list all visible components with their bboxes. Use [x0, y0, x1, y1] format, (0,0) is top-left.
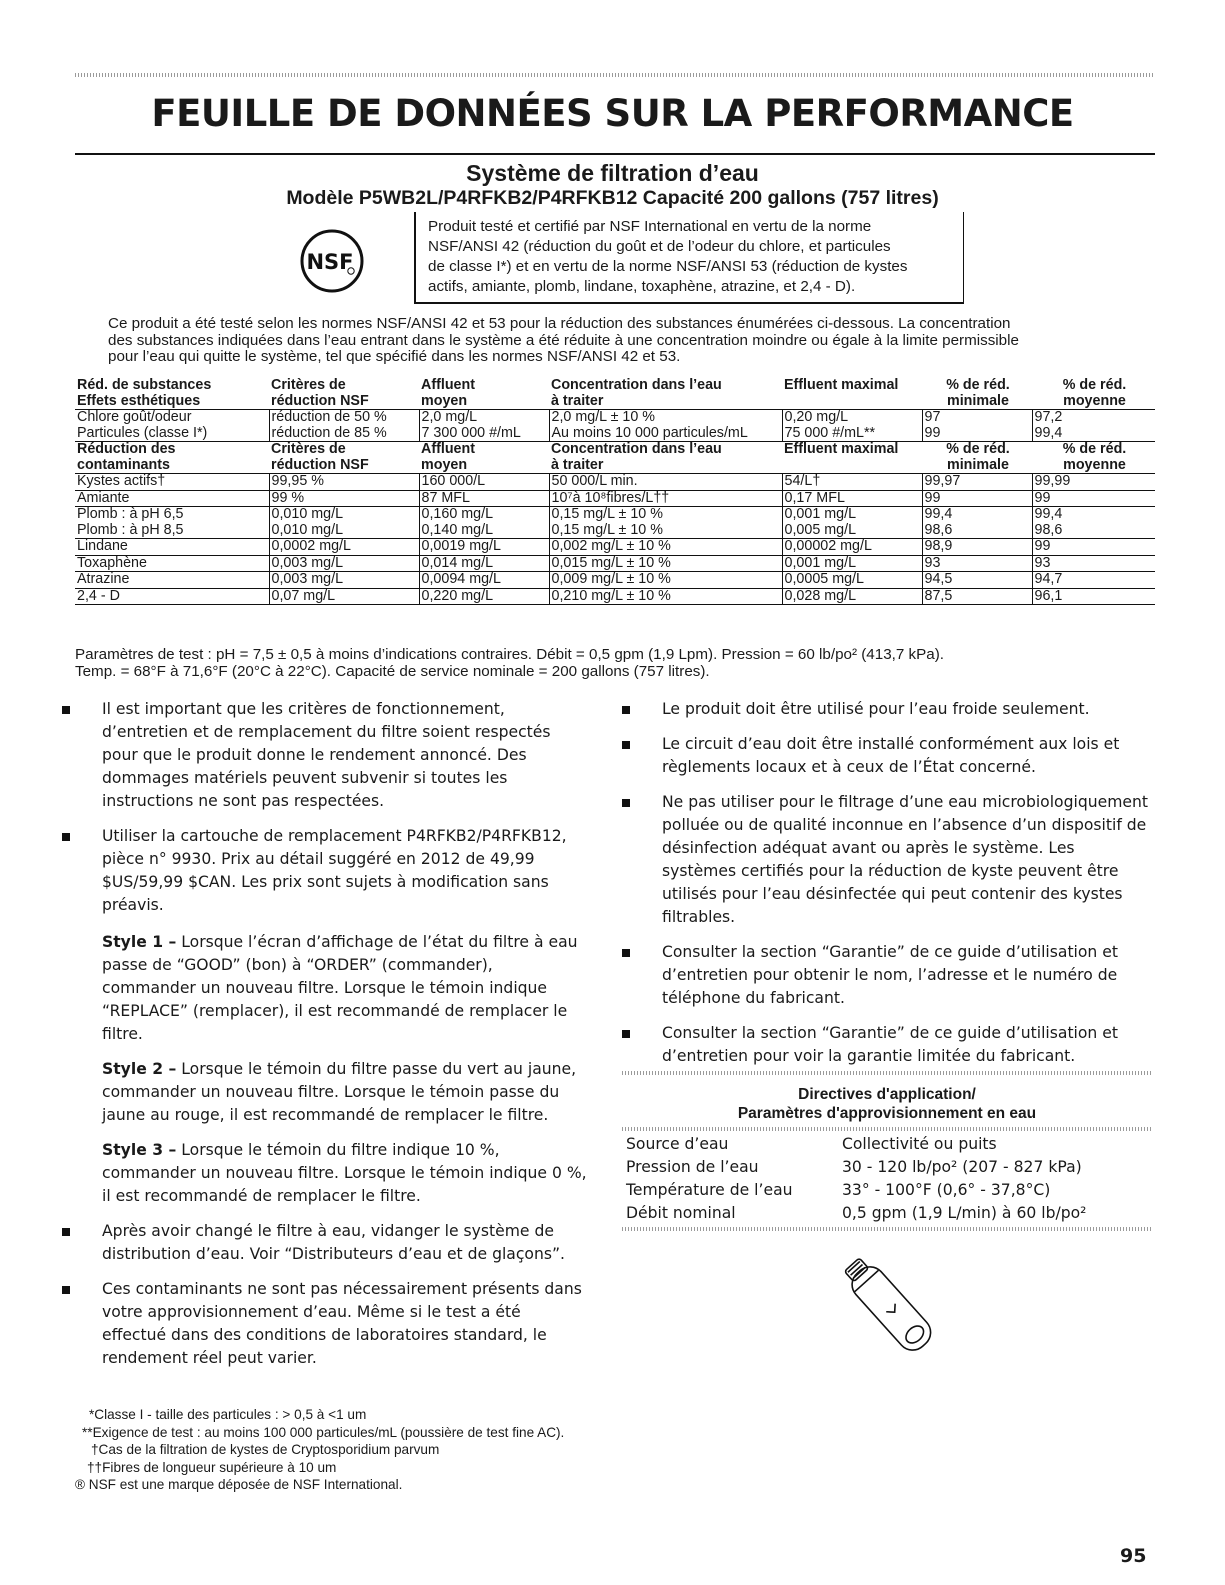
- table-cell: [269, 507, 419, 539]
- table-cell: [269, 490, 419, 507]
- bullet-icon: [62, 706, 70, 714]
- cell-line: 99,4: [924, 506, 953, 522]
- list-item: [622, 698, 1152, 721]
- column-header: [419, 442, 549, 474]
- bullet-icon: [62, 833, 70, 841]
- cell-line: 54/L†: [784, 473, 821, 489]
- table-cell: [922, 572, 1032, 589]
- cell-line: 0,15 mg/L ± 10 %: [551, 521, 663, 538]
- header-line: % de réd.: [946, 378, 1010, 393]
- style3-text: Lorsque le témoin du filtre indique 10 %, commander un nouveau filtre. Lorsque le témoin indique 0 %, il est recommandé de remplacer le filtre.: [102, 1141, 587, 1205]
- column-header: [782, 442, 922, 474]
- table-cell: [419, 490, 549, 507]
- certification-box: [414, 212, 964, 304]
- cell-line: 0,005 mg/L: [784, 521, 857, 538]
- table-cell: [419, 539, 549, 556]
- style2-label: Style 2 –: [102, 1060, 177, 1078]
- header-line: Effets esthétiques: [77, 392, 201, 409]
- bullet-icon: [622, 741, 630, 749]
- table-row: [622, 1202, 1152, 1225]
- cell-line: 0,001 mg/L: [784, 506, 857, 522]
- header-line: Critères de: [271, 441, 346, 457]
- top-dotted-rule: [75, 73, 1155, 77]
- header-line: % de réd.: [1062, 441, 1127, 457]
- table-cell: [922, 410, 1032, 442]
- table-cell: [419, 507, 549, 539]
- column-header: [419, 378, 549, 410]
- cell-line: 99: [1034, 538, 1051, 554]
- list-item: [62, 825, 587, 1208]
- table-cell: [75, 507, 269, 539]
- style3-label: Style 3 –: [102, 1141, 177, 1159]
- header-line: Effluent maximal: [784, 378, 899, 393]
- directive-value: 33° - 100°F (0,6° - 37,8°C): [842, 1181, 1051, 1199]
- cell-line: 0,003 mg/L: [271, 555, 344, 571]
- test-parameters: [75, 646, 1155, 680]
- intro-line: Ce produit a été testé selon les normes NSF/ANSI 42 et 53 pour la réduction des substances énumérées ci-dessous. La concentration: [108, 315, 1011, 332]
- table-cell: [75, 410, 269, 442]
- column-header: [922, 378, 1032, 410]
- column-header: [269, 442, 419, 474]
- table-row: [75, 474, 1155, 491]
- right-column: [622, 698, 1152, 1080]
- cell-line: 94,5: [924, 571, 953, 587]
- cell-line: 99,95 %: [271, 473, 324, 489]
- table-cell: [782, 555, 922, 572]
- header-line: Affluent: [421, 378, 475, 393]
- cell-line: Plomb : à pH 8,5: [77, 521, 184, 538]
- directive-label: Pression de l’eau: [626, 1158, 759, 1176]
- cell-line: 87,5: [924, 588, 953, 604]
- list-item: [622, 1022, 1152, 1068]
- header-line: réduction NSF: [271, 456, 369, 473]
- table-cell: [782, 588, 922, 605]
- cell-line: 99,4: [1034, 424, 1063, 441]
- table-cell: [782, 474, 922, 491]
- cell-line: 99 %: [271, 490, 305, 506]
- cell-line: Au moins 10 000 particules/mL: [551, 424, 748, 441]
- cell-line: 0,00002 mg/L: [784, 538, 872, 554]
- cell-line: 93: [1034, 555, 1051, 571]
- table-cell: [1032, 539, 1155, 556]
- list-item: [622, 791, 1152, 929]
- nsf-logo: [300, 229, 364, 293]
- cell-line: Toxaphène: [77, 555, 147, 571]
- dotted-rule: [622, 1227, 1152, 1231]
- system-subtitle: Système de filtration d’eau: [466, 160, 759, 186]
- column-header: [549, 442, 782, 474]
- cell-line: 0,140 mg/L: [421, 521, 494, 538]
- table-cell: [419, 588, 549, 605]
- page-title: FEUILLE DE DONNÉES SUR LA PERFORMANCE: [151, 92, 1074, 135]
- cell-line: réduction de 50 %: [271, 409, 387, 425]
- header-line: [784, 394, 922, 410]
- column-header: [1032, 378, 1155, 410]
- column-header: [269, 378, 419, 410]
- list-item: [62, 1278, 587, 1370]
- cert-line: de classe I*) et en vertu de la norme NSF/ANSI 53 (réduction de kystes: [428, 258, 908, 275]
- cell-line: 99: [924, 490, 941, 506]
- table-row: [75, 507, 1155, 539]
- cell-line: 0,009 mg/L ± 10 %: [551, 571, 671, 587]
- style1-label: Style 1 –: [102, 933, 177, 951]
- column-header: [922, 442, 1032, 474]
- bullet-text: Il est important que les critères de fonctionnement, d’entretien et de remplacement du filtre soient respectés pour que le produit donne le rendement annoncé. Des dommages matériels peuvent subvenir si toutes les instructions ne sont pas respectées.: [102, 700, 551, 810]
- list-item: [62, 1220, 587, 1266]
- header-line: minimale: [947, 456, 1009, 473]
- bullet-text: Le circuit d’eau doit être installé conformément aux lois et règlements locaux et à ceux de l’État concerné.: [662, 735, 1120, 776]
- cell-line: 99,97: [924, 473, 961, 489]
- table-row: [75, 539, 1155, 556]
- table-row: [75, 555, 1155, 572]
- table-row: [75, 410, 1155, 442]
- cell-line: 0,003 mg/L: [271, 571, 344, 587]
- table-cell: [549, 507, 782, 539]
- directives-box: [622, 1071, 1152, 1231]
- footnote: †Cas de la filtration de kystes de Cryptosporidium parvum: [91, 1442, 440, 1457]
- header-line: [784, 458, 922, 474]
- style2-paragraph: [102, 1058, 587, 1127]
- cell-line: 98,6: [1034, 521, 1063, 538]
- table-cell: [922, 539, 1032, 556]
- header-line: Concentration dans l’eau: [551, 378, 722, 393]
- table-cell: [75, 490, 269, 507]
- bullet-text: Le produit doit être utilisé pour l’eau froide seulement.: [662, 700, 1090, 718]
- header-line: % de réd.: [946, 441, 1010, 457]
- table-cell: [419, 555, 549, 572]
- cell-line: 98,6: [924, 521, 953, 538]
- table-row: [622, 1179, 1152, 1202]
- cert-line: Produit testé et certifié par NSF International en vertu de la norme: [428, 218, 872, 235]
- bullet-text: Ne pas utiliser pour le filtrage d’une eau microbiologiquement polluée ou de qualité inconnue en l’absence d’un dispositif de désinfection adéquat avant ou après le système. Les systèmes certifiés pour la réduction de kyste peuvent être utilisés pour l’eau désinfectée qui peut contenir des kystes filtrables.: [662, 793, 1148, 926]
- table-cell: [549, 410, 782, 442]
- cell-line: Plomb : à pH 6,5: [77, 506, 184, 522]
- table-cell: [1032, 490, 1155, 507]
- list-item: [622, 733, 1152, 779]
- table-cell: [782, 410, 922, 442]
- table-cell: [922, 490, 1032, 507]
- table-cell: [782, 507, 922, 539]
- cell-line: 7 300 000 #/mL: [421, 424, 521, 441]
- column-header: [549, 378, 782, 410]
- header-line: % de réd.: [1062, 378, 1127, 393]
- style3-paragraph: [102, 1139, 587, 1208]
- directive-label: Débit nominal: [626, 1204, 736, 1222]
- page-number: 95: [1120, 1545, 1147, 1567]
- footnote: *Classe I - taille des particules : > 0,5 à <1 um: [89, 1407, 367, 1422]
- header-line: moyenne: [1063, 456, 1126, 473]
- table-cell: [549, 539, 782, 556]
- table-cell: [269, 555, 419, 572]
- header-line: moyen: [421, 456, 468, 473]
- cell-line: 0,0002 mg/L: [271, 538, 351, 554]
- performance-table: [75, 378, 1155, 605]
- cell-line: 160 000/L: [421, 473, 486, 489]
- left-column: [62, 698, 587, 1382]
- table-cell: [1032, 588, 1155, 605]
- table-cell: [75, 539, 269, 556]
- bullet-text: Consulter la section “Garantie” de ce guide d’utilisation et d’entretien pour obtenir le nom, l’adresse et le numéro de téléphone du fabricant.: [662, 943, 1118, 1007]
- table-cell: [269, 474, 419, 491]
- cell-line: 99,4: [1034, 506, 1063, 522]
- cell-line: 0,014 mg/L: [421, 555, 494, 571]
- bullet-text: Après avoir changé le filtre à eau, vidanger le système de distribution d’eau. Voir “Distributeurs d’eau et de glaçons”.: [102, 1222, 566, 1263]
- directives-table: [622, 1133, 1152, 1225]
- list-item: [622, 941, 1152, 1010]
- cell-line: 0,028 mg/L: [784, 588, 857, 604]
- cell-line: Chlore goût/odeur: [77, 409, 192, 425]
- cell-line: Lindane: [77, 538, 128, 554]
- table-cell: [269, 410, 419, 442]
- cell-line: 0,010 mg/L: [271, 506, 344, 522]
- table-cell: [75, 474, 269, 491]
- cell-line: 93: [924, 555, 941, 571]
- table-cell: [269, 588, 419, 605]
- table-cell: [269, 572, 419, 589]
- cell-line: 0,015 mg/L ± 10 %: [551, 555, 671, 571]
- table-cell: [1032, 555, 1155, 572]
- bullet-text: Ces contaminants ne sont pas nécessairement présents dans votre approvisionnement d’eau. Même si le test a été effectué dans des conditions de laboratoires standard, le rendement réel peut varier.: [102, 1280, 582, 1367]
- cell-line: 0,220 mg/L: [421, 588, 494, 604]
- column-header: [782, 378, 922, 410]
- cell-line: 87 MFL: [421, 490, 470, 506]
- table-cell: [419, 474, 549, 491]
- params-line: Paramètres de test : pH = 7,5 ± 0,5 à moins d’indications contraires. Débit = 0,5 gpm (1,9 Lpm). Pression = 60 lb/po² (413,7 kPa).: [75, 646, 944, 663]
- header-line: Réd. de substances: [77, 378, 212, 393]
- table-cell: [782, 490, 922, 507]
- cell-line: 0,15 mg/L ± 10 %: [551, 506, 663, 522]
- cell-line: 2,0 mg/L: [421, 409, 478, 425]
- cell-line: 0,17 MFL: [784, 490, 845, 506]
- header-line: Effluent maximal: [784, 441, 899, 457]
- bullet-text: Utiliser la cartouche de remplacement P4RFKB2/P4RFKB12, pièce n° 9930. Prix au détail suggéré en 2012 de 49,99 $US/59,99 $CAN. Les prix sont sujets à modification sans préavis.: [102, 827, 567, 914]
- directive-value: 30 - 120 lb/po² (207 - 827 kPa): [842, 1158, 1082, 1176]
- header-line: Réduction des: [77, 441, 176, 457]
- dotted-rule: [622, 1127, 1152, 1131]
- directives-subtitle: Paramètres d'approvisionnement en eau: [737, 1105, 1037, 1122]
- bullet-icon: [622, 706, 630, 714]
- cell-line: 10⁷à 10⁸fibres/L††: [551, 490, 670, 506]
- cell-line: 0,160 mg/L: [421, 506, 494, 522]
- cell-line: 97: [924, 409, 941, 425]
- cell-line: Kystes actifs†: [77, 473, 166, 489]
- cell-line: 97,2: [1034, 409, 1063, 425]
- table-cell: [75, 588, 269, 605]
- table-row: [75, 490, 1155, 507]
- cell-line: Atrazine: [77, 571, 130, 587]
- bullet-icon: [622, 1030, 630, 1038]
- cell-line: 99: [924, 424, 941, 441]
- cell-line: 98,9: [924, 538, 953, 554]
- cert-line: NSF/ANSI 42 (réduction du goût et de l’odeur du chlore, et particules: [428, 238, 891, 255]
- table-row: [75, 572, 1155, 589]
- filter-cartridge-icon: [825, 1250, 955, 1365]
- table-cell: [75, 555, 269, 572]
- cell-line: 0,0094 mg/L: [421, 571, 501, 587]
- cell-line: 2,4 - D: [77, 588, 120, 604]
- intro-line: des substances indiquées dans l’eau entrant dans le système a été réduite à une concentration moindre ou égale à la limite permissible: [108, 331, 1019, 349]
- style1-text: Lorsque l’écran d’affichage de l’état du filtre à eau passe de “GOOD” (bon) à “ORDER” (commander), commander un nouveau filtre. Lorsque le témoin indique “REPLACE” (remplacer), il est recommandé de remplacer le filtre.: [102, 933, 578, 1043]
- bullet-icon: [62, 1228, 70, 1236]
- intro-paragraph: [108, 316, 1148, 366]
- cell-line: Amiante: [77, 490, 130, 506]
- table-cell: [782, 539, 922, 556]
- directives-title: Directives d'application/: [798, 1086, 976, 1103]
- table-cell: [782, 572, 922, 589]
- cell-line: 96,1: [1034, 588, 1063, 604]
- bullet-icon: [62, 1286, 70, 1294]
- table-cell: [922, 588, 1032, 605]
- footnote: ††Fibres de longueur supérieure à 10 um: [87, 1459, 337, 1475]
- column-header: [75, 442, 269, 474]
- cell-line: réduction de 85 %: [271, 424, 387, 441]
- table-header-row: [75, 378, 1155, 410]
- header-line: moyenne: [1063, 392, 1126, 409]
- table-cell: [922, 555, 1032, 572]
- header-line: Critères de: [271, 378, 346, 393]
- table-cell: [75, 572, 269, 589]
- directive-label: Température de l’eau: [626, 1181, 793, 1199]
- cell-line: 94,7: [1034, 571, 1063, 587]
- table-row: [622, 1133, 1152, 1156]
- style2-text: Lorsque le témoin du filtre passe du vert au jaune, commander un nouveau filtre. Lorsque le témoin passe du jaune au rouge, il est recommandé de remplacer le filtre.: [102, 1060, 577, 1124]
- directive-label: Source d’eau: [626, 1135, 729, 1153]
- cell-line: 75 000 #/mL**: [784, 424, 876, 441]
- cell-line: 99,99: [1034, 473, 1071, 489]
- table-row: [622, 1156, 1152, 1179]
- table-cell: [1032, 410, 1155, 442]
- table-cell: [269, 539, 419, 556]
- cell-line: 0,20 mg/L: [784, 409, 849, 425]
- cell-line: 0,0005 mg/L: [784, 571, 864, 587]
- header-line: moyen: [421, 392, 468, 409]
- directive-value: 0,5 gpm (1,9 L/min) à 60 lb/po²: [842, 1204, 1087, 1222]
- table-cell: [1032, 507, 1155, 539]
- cert-line: actifs, amiante, plomb, lindane, toxaphène, atrazine, et 2,4 - D).: [428, 278, 856, 295]
- cell-line: 50 000/L min.: [551, 473, 638, 489]
- footnotes: [75, 1406, 564, 1494]
- table-cell: [419, 410, 549, 442]
- table-cell: [1032, 572, 1155, 589]
- bullet-text: Consulter la section “Garantie” de ce guide d’utilisation et d’entretien pour voir la garantie limitée du fabricant.: [662, 1024, 1118, 1065]
- column-header: [75, 378, 269, 410]
- table-cell: [1032, 474, 1155, 491]
- table-cell: [922, 474, 1032, 491]
- cell-line: 0,010 mg/L: [271, 521, 344, 538]
- footnote: ® NSF est une marque déposée de NSF International.: [75, 1477, 403, 1492]
- table-cell: [549, 588, 782, 605]
- intro-line: pour l’eau qui quitte le système, tel que spécifié dans les normes NSF/ANSI 42 et 53.: [108, 348, 681, 365]
- header-line: contaminants: [77, 456, 170, 473]
- cell-line: Particules (classe I*): [77, 424, 208, 441]
- table-cell: [549, 474, 782, 491]
- model-line: Modèle P5WB2L/P4RFKB2/P4RFKB12 Capacité 200 gallons (757 litres): [286, 187, 939, 209]
- style1-paragraph: [102, 931, 587, 1046]
- cell-line: 99: [1034, 490, 1051, 506]
- dotted-rule: [622, 1071, 1152, 1075]
- params-line: Temp. = 68°F à 71,6°F (20°C à 22°C). Capacité de service nominale = 200 gallons (757 litres).: [75, 663, 710, 680]
- nsf-logo-text: NSF: [306, 250, 354, 274]
- title-rule: [75, 153, 1155, 155]
- header-line: à traiter: [551, 456, 604, 473]
- header-line: minimale: [947, 392, 1009, 409]
- cell-line: 0,001 mg/L: [784, 555, 857, 571]
- cell-line: 0,0019 mg/L: [421, 538, 501, 554]
- cell-line: 2,0 mg/L ± 10 %: [551, 409, 655, 425]
- table-header-row: [75, 442, 1155, 474]
- table-cell: [419, 572, 549, 589]
- column-header: [1032, 442, 1155, 474]
- header-line: Affluent: [421, 441, 475, 457]
- bullet-icon: [622, 799, 630, 807]
- cell-line: 0,07 mg/L: [271, 588, 336, 604]
- header-line: à traiter: [551, 392, 604, 409]
- list-item: [62, 698, 587, 813]
- cell-line: 0,210 mg/L ± 10 %: [551, 588, 671, 604]
- directive-value: Collectivité ou puits: [842, 1135, 997, 1153]
- header-line: Concentration dans l’eau: [551, 441, 722, 457]
- table-cell: [549, 490, 782, 507]
- table-row: [75, 588, 1155, 605]
- table-cell: [922, 507, 1032, 539]
- table-cell: [549, 555, 782, 572]
- header-line: réduction NSF: [271, 392, 369, 409]
- bullet-icon: [622, 949, 630, 957]
- cell-line: 0,002 mg/L ± 10 %: [551, 538, 671, 554]
- table-cell: [549, 572, 782, 589]
- footnote: **Exigence de test : au moins 100 000 particules/mL (poussière de test fine AC).: [82, 1424, 565, 1440]
